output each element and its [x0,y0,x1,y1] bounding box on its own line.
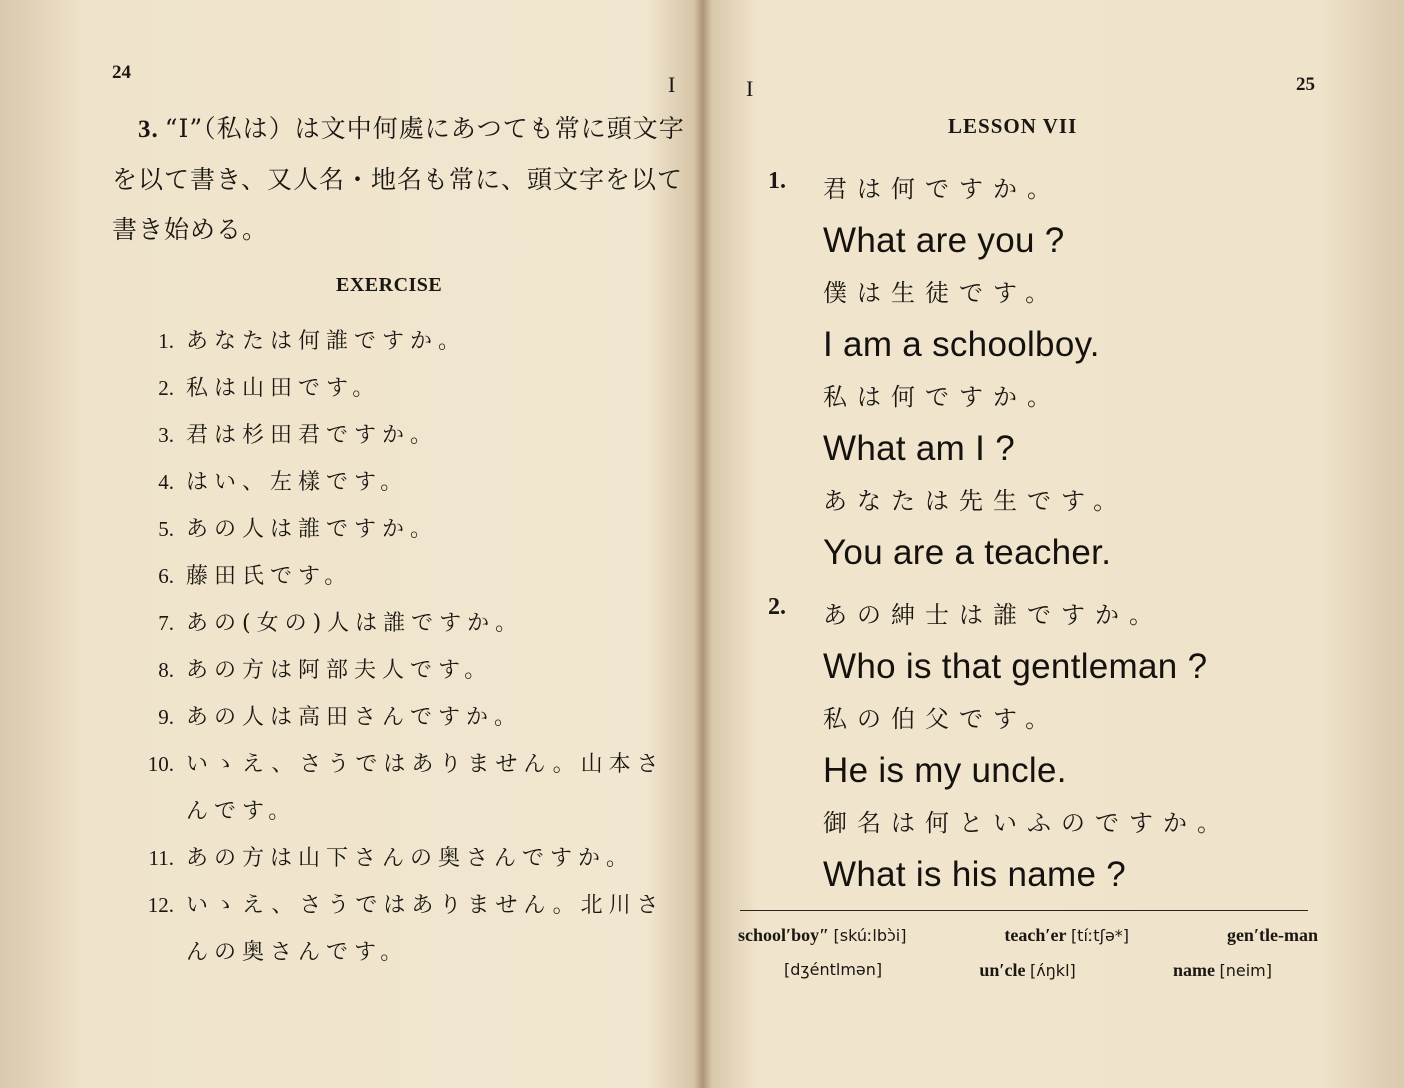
exercise-text: あの人は高田さんですか。 [186,705,523,730]
note-number: 3. [138,116,159,143]
exercise-item [112,365,682,412]
vocab-entry [1004,918,1129,953]
vocab-word: teach′er [1004,925,1067,945]
exercise-item [112,412,682,459]
vocabulary-row [738,953,1318,988]
exercise-item [112,600,682,647]
exercise-number: 10. [147,752,174,776]
vocab-pronunciation: [ʌ́ŋkl] [1029,961,1076,980]
vocab-word: school′boy″ [738,925,830,945]
exercise-number: 9. [158,705,174,729]
exercise-number: 11. [148,846,174,870]
exercise-item [112,741,682,835]
section-number: 2. [768,594,786,620]
exercise-text: 君は杉田君ですか。 [186,423,439,448]
english-line: What are you ? [823,221,1065,260]
vocab-pronunciation: [neim] [1219,961,1272,980]
grammar-note-3 [112,104,687,255]
exercise-text: あの方は阿部夫人です。 [186,658,493,683]
japanese-line: あなたは先生です。 [823,487,1128,515]
exercise-text: あの人は誰ですか。 [186,517,439,542]
running-head-left: I [668,72,676,97]
english-line: I am a schoolboy. [823,325,1100,364]
section-number: 1. [768,168,786,194]
right-page [704,0,1404,1088]
note-text: “I”（私は）は文中何處にあつても常に頭文字を以て書き、又人名・地名も常に、頭文字を以て書き始める。 [112,114,685,244]
exercise-item [112,506,682,553]
vocabulary-box [738,918,1318,988]
english-line: He is my uncle. [823,751,1067,790]
vocabulary-rule [740,910,1308,911]
exercise-item [112,553,682,600]
exercise-number: 7. [158,611,174,635]
exercise-number: 2. [158,376,174,400]
vocab-word: gen′tle-man [1226,925,1318,945]
exercise-text: あなたは何誰ですか。 [186,329,467,354]
exercise-list [112,318,682,976]
dialogue-section-2 [768,590,1358,902]
exercise-text: いゝえ、さうではありません。北川さんの奥さんです。 [186,893,665,965]
exercise-item [112,318,682,365]
vocab-word: un′cle [979,960,1026,980]
vocab-entry [738,918,907,953]
exercise-heading: EXERCISE [336,274,443,296]
vocab-entry [1227,918,1318,953]
exercise-number: 12. [147,893,174,917]
exercise-number: 1. [158,329,174,353]
japanese-line: 御名は何といふのですか。 [823,809,1231,837]
running-head-right: I [746,76,754,101]
dialogue-section-1 [768,164,1358,580]
exercise-item [112,647,682,694]
exercise-text: いゝえ、さうではありません。山本さんです。 [186,752,665,824]
japanese-line: 君は何ですか。 [823,175,1061,203]
japanese-line: あの紳士は誰ですか。 [823,601,1163,629]
vocab-pronunciation: [skúːlbɔ̀i] [833,926,907,945]
exercise-item [112,459,682,506]
exercise-number: 3. [158,423,174,447]
english-line: What is his name ? [823,855,1127,894]
exercise-number: 8. [158,658,174,682]
english-line: What am I ? [823,429,1015,468]
exercise-number: 4. [158,470,174,494]
vocab-word: name [1172,960,1215,980]
exercise-number: 6. [158,564,174,588]
vocab-pronunciation: [dʒéntlmən] [784,960,883,979]
exercise-text: 藤田氏です。 [186,564,353,589]
vocab-entry [1173,953,1272,988]
exercise-text: はい、左樣です。 [186,470,409,495]
vocab-pronunciation: [tíːtʃə*] [1070,926,1130,945]
exercise-item [112,835,682,882]
english-line: You are a teacher. [823,533,1112,572]
exercise-text: あの方は山下さんの奥さんですか。 [186,846,635,871]
exercise-text: 私は山田です。 [186,376,381,401]
vocab-entry [979,953,1075,988]
japanese-line: 私の伯父です。 [823,705,1060,733]
exercise-item [112,694,682,741]
exercise-item [112,882,682,976]
left-page [0,0,700,1088]
japanese-line: 私は何ですか。 [823,383,1061,411]
exercise-text: あの(女の)人は誰ですか。 [186,611,524,636]
english-line: Who is that gentleman ? [823,647,1208,686]
lesson-dialogue [768,164,1358,902]
lesson-title: LESSON VII [948,114,1078,138]
exercise-number: 5. [158,517,174,541]
page-number-left: 24 [112,62,131,83]
vocabulary-row [738,918,1318,953]
page-number-right: 25 [1296,74,1315,95]
japanese-line: 僕は生徒です。 [823,279,1060,307]
